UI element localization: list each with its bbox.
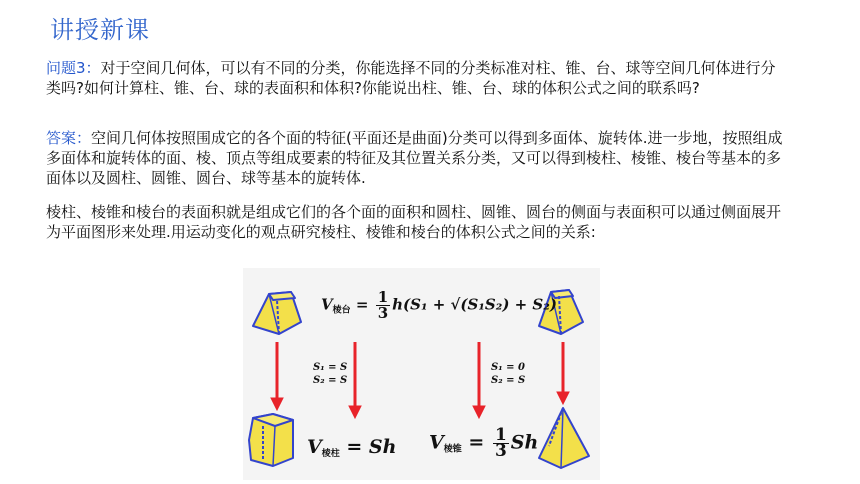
left-condition	[313, 361, 347, 387]
left-condition-line2: S₂ = S	[313, 375, 348, 386]
frustum-v: V	[321, 295, 333, 314]
answer-label: 答案：	[46, 129, 92, 147]
arrow-left-outer-icon	[271, 342, 283, 410]
frustum-left-icon	[253, 292, 301, 334]
prism-v: V	[307, 436, 322, 458]
frustum-sub: 棱台	[332, 305, 351, 316]
arrow-right-outer-icon	[557, 342, 569, 404]
prism-icon	[249, 414, 293, 466]
pyramid-sub: 棱锥	[443, 444, 462, 455]
pyramid-num: 1	[494, 425, 507, 445]
question-label: 问题3：	[46, 59, 101, 77]
pyramid-den: 3	[494, 441, 507, 461]
frustum-num: 1	[377, 288, 389, 306]
arrow-right-inner-icon	[473, 342, 485, 418]
right-condition	[491, 361, 525, 387]
pyramid-fraction	[493, 425, 509, 461]
frustum-body: h(S₁ + √(S₁S₂) + S₂)	[392, 295, 557, 314]
answer-paragraph	[46, 128, 786, 188]
pyramid-icon	[539, 408, 589, 468]
pyramid-volume-formula	[429, 425, 539, 461]
question-paragraph	[46, 58, 786, 98]
pyramid-body: Sh	[510, 431, 539, 454]
question-text: 对于空间几何体，可以有不同的分类，你能选择不同的分类标准对柱、锥、台、球等空间几何体进行分类吗?如何计算柱、锥、台、球的表面积和体积?你能说出柱、锥、台、球的体积公式之间的联系吗?	[46, 59, 776, 97]
frustum-volume-formula	[321, 290, 557, 321]
volume-formula-figure	[243, 268, 600, 480]
prism-volume-formula	[307, 436, 396, 459]
pyramid-v: V	[429, 431, 444, 454]
frustum-den: 3	[377, 304, 389, 322]
arrow-left-inner-icon	[349, 342, 361, 418]
explanation-paragraph: 棱柱、棱锥和棱台的表面积就是组成它们的各个面的面积和圆柱、圆锥、圆台的侧面与表面积可以通过侧面展开为平面图形来处理.用运动变化的观点研究棱柱、棱锥和棱台的体积公式之间的关系:	[46, 203, 782, 241]
answer-text: 空间几何体按照围成它的各个面的特征(平面还是曲面)分类可以得到多面体、旋转体.进一步地，按照组成多面体和旋转体的面、棱、顶点等组成要素的特征及其位置关系分类，又可以得到棱柱、棱锥、棱台等基本的多面体以及圆柱、圆锥、圆台、球等基本的旋转体.	[46, 129, 783, 187]
prism-sub: 棱柱	[321, 449, 340, 459]
pyramid-eq: =	[468, 431, 485, 454]
right-condition-line1: S₁ = 0	[491, 362, 525, 373]
frustum-eq: =	[355, 295, 369, 314]
prism-body: = Sh	[346, 436, 397, 458]
right-condition-line2: S₂ = S	[491, 375, 526, 386]
frustum-fraction	[376, 290, 390, 321]
page-title: 讲授新课	[50, 16, 150, 44]
left-condition-line1: S₁ = S	[313, 362, 348, 373]
